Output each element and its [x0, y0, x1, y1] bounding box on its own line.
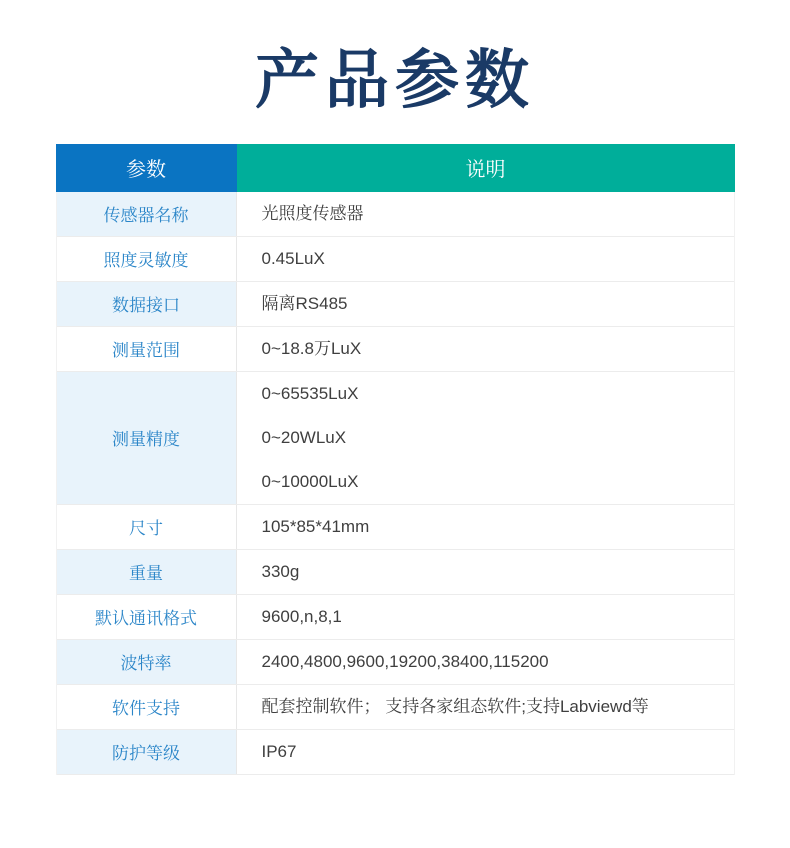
value-text: 0~18.8万LuX — [261, 338, 362, 358]
table-row — [57, 550, 734, 595]
spec-table — [56, 144, 735, 775]
value-cell — [237, 730, 734, 774]
value-cell — [237, 550, 734, 594]
param-cell: 重量 — [57, 550, 237, 594]
table-row — [57, 595, 734, 640]
table-row — [57, 282, 734, 327]
param-cell: 默认通讯格式 — [57, 595, 237, 639]
value-cell — [237, 505, 734, 549]
table-row — [57, 730, 734, 775]
value-text: 0~65535LuX — [261, 383, 359, 403]
value-text: 0.45LuX — [261, 248, 325, 268]
value-cell — [237, 282, 734, 326]
page-title: 产品参数 — [255, 44, 535, 116]
value-text: 9600,n,8,1 — [261, 606, 342, 626]
param-cell: 测量范围 — [57, 327, 237, 371]
param-cell: 测量精度 — [57, 372, 237, 504]
param-cell: 软件支持 — [57, 685, 237, 729]
value-cell — [237, 327, 734, 371]
value-text: 光照度传感器 — [261, 203, 364, 223]
param-cell: 照度灵敏度 — [57, 237, 237, 281]
value-text: 隔离RS485 — [261, 293, 348, 313]
value-text: 0~10000LuX — [261, 471, 359, 491]
value-text: IP67 — [261, 741, 297, 761]
value-text: 2400,4800,9600,19200,38400,115200 — [261, 651, 549, 671]
value-cell — [237, 640, 734, 684]
param-cell: 尺寸 — [57, 505, 237, 549]
table-row — [57, 237, 734, 282]
table-row-measure-accuracy — [57, 372, 734, 505]
table-body — [56, 192, 735, 775]
value-cell — [237, 685, 734, 729]
table-row — [57, 685, 734, 730]
param-cell: 波特率 — [57, 640, 237, 684]
header-desc-cell: 说明 — [237, 144, 735, 192]
table-row — [57, 505, 734, 550]
param-cell: 传感器名称 — [57, 192, 237, 236]
value-cell — [237, 237, 734, 281]
value-text: 配套控制软件； 支持各家组态软件;支持Labviewd等 — [261, 696, 649, 716]
table-row — [57, 192, 734, 237]
value-text: 330g — [261, 561, 300, 581]
value-text: 105*85*41mm — [261, 516, 370, 536]
value-text: 0~20WLuX — [261, 427, 347, 447]
value-cell — [237, 372, 734, 504]
table-row — [57, 640, 734, 685]
value-cell — [237, 595, 734, 639]
table-header — [56, 144, 735, 192]
param-cell: 防护等级 — [57, 730, 237, 774]
header-param-cell: 参数 — [56, 144, 237, 192]
value-cell — [237, 192, 734, 236]
table-row — [57, 327, 734, 372]
param-cell: 数据接口 — [57, 282, 237, 326]
